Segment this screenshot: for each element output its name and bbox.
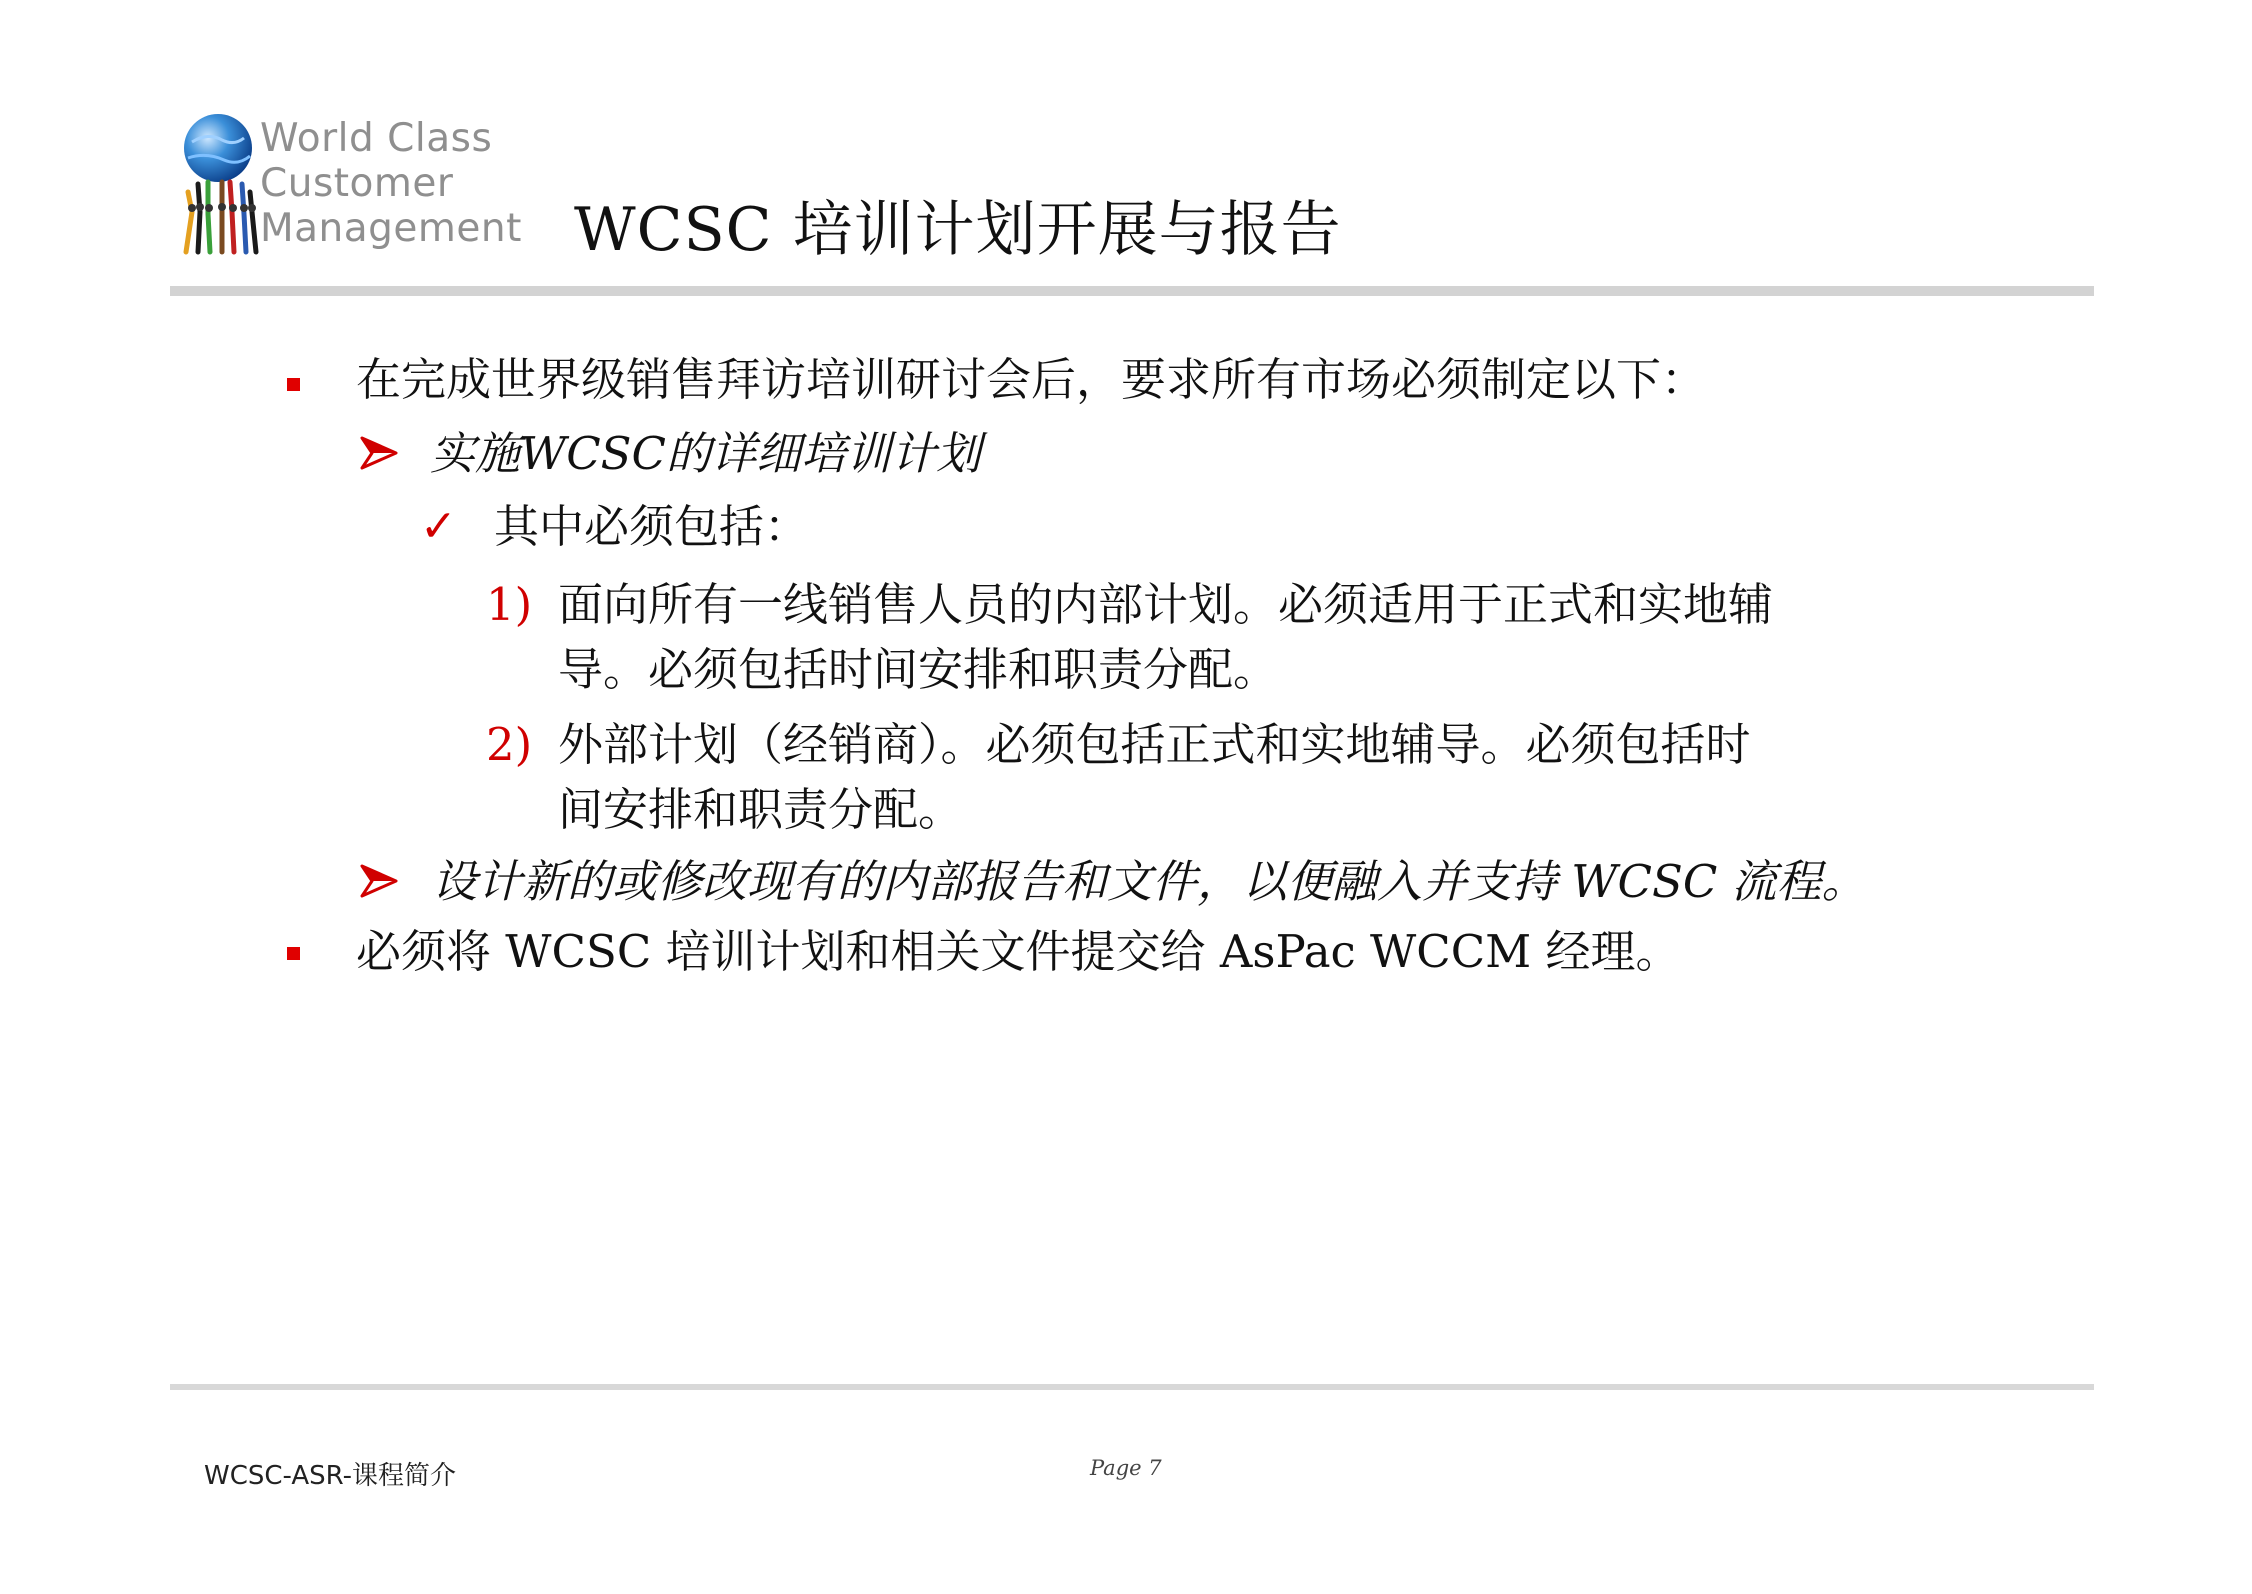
item-2-line-1: 外部计划（经销商）。必须包括正式和实地辅导。必须包括时 xyxy=(558,718,1751,771)
globe-people-logo-icon xyxy=(178,112,262,262)
item-2-line-2: 间安排和职责分配。 xyxy=(558,783,964,836)
page-title: WCSC 培训计划开展与报告 xyxy=(574,195,1342,265)
logo-wordmark xyxy=(260,116,522,251)
bullet-2-text: 必须将 WCSC 培训计划和相关文件提交给 AsPac WCCM 经理。 xyxy=(356,925,1681,978)
wccm-logo xyxy=(178,112,522,262)
arrow-bullet-icon xyxy=(360,864,398,898)
logo-line-1: World Class xyxy=(260,116,493,161)
check-item-text: 其中必须包括： xyxy=(494,500,810,553)
top-divider xyxy=(170,286,2094,296)
square-bullet-icon xyxy=(287,947,300,960)
item-number-2: 2) xyxy=(486,718,533,771)
logo-line-3: Management xyxy=(260,206,522,251)
footer-course-label: WCSC-ASR-课程简介 xyxy=(204,1461,457,1491)
item-number-1: 1) xyxy=(486,578,533,631)
sub-bullet-1-text: 实施WCSC的详细培训计划 xyxy=(430,427,981,480)
checkmark-icon: ✓ xyxy=(420,501,457,552)
page-number: Page 7 xyxy=(1090,1456,1162,1480)
arrow-bullet-icon xyxy=(360,436,398,470)
bottom-divider xyxy=(170,1384,2094,1390)
square-bullet-icon xyxy=(287,378,300,391)
item-1-line-2: 导。必须包括时间安排和职责分配。 xyxy=(558,643,1279,696)
item-1-line-1: 面向所有一线销售人员的内部计划。必须适用于正式和实地辅 xyxy=(558,578,1774,631)
bullet-1-text: 在完成世界级销售拜访培训研讨会后，要求所有市场必须制定以下： xyxy=(356,353,1707,406)
sub-bullet-2-text: 设计新的或修改现有的内部报告和文件，以便融入并支持 WCSC 流程。 xyxy=(432,855,1867,908)
logo-line-2: Customer xyxy=(260,161,454,206)
